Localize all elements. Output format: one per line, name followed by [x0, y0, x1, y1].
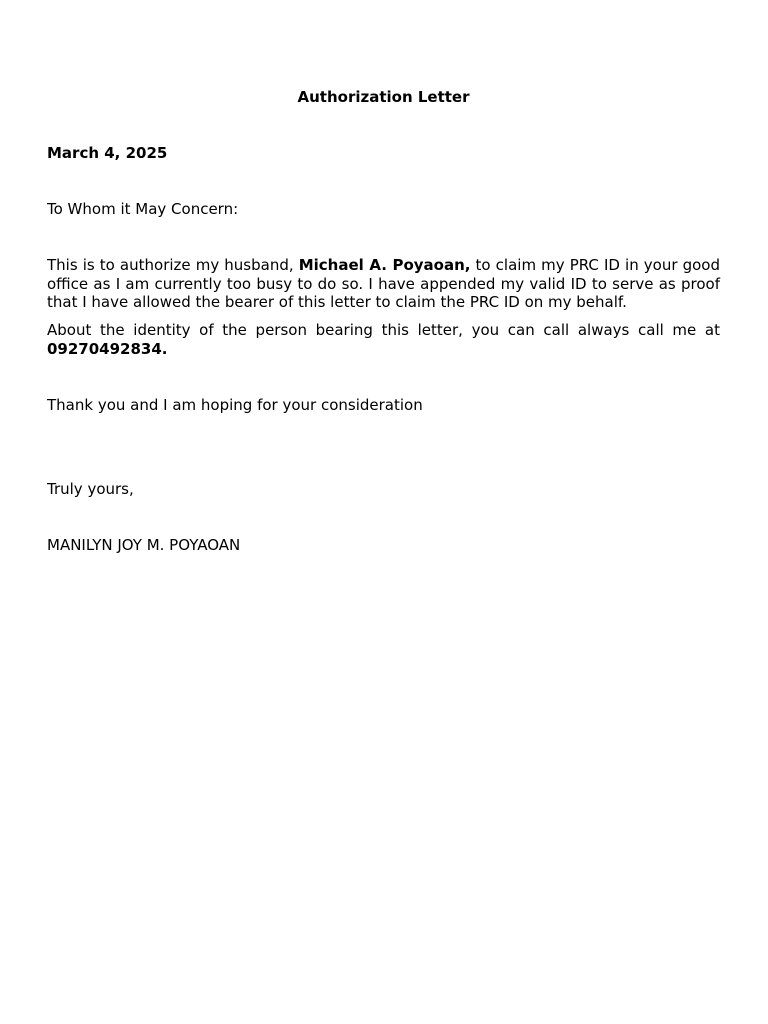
body-paragraph-authorization — [47, 256, 720, 312]
closing-line: Truly yours, — [47, 480, 134, 498]
salutation: To Whom it May Concern: — [47, 200, 239, 218]
authorized-person-name: Michael A. Poyaoan, — [298, 256, 471, 274]
letter-date: March 4, 2025 — [47, 144, 168, 162]
letter-page — [47, 0, 720, 1024]
body-paragraph-contact — [47, 321, 720, 358]
thanks-line: Thank you and I am hoping for your consideration — [47, 396, 423, 414]
signature-name: MANILYN JOY M. POYAOAN — [47, 536, 241, 554]
phone-number: 09270492834. — [47, 339, 168, 358]
letter-title: Authorization Letter — [297, 88, 470, 106]
paragraph-text: to claim my PRC ID in your good office as I am currently too busy to do so. I have appended my valid ID to serve as proof that I have allowed the bearer of this letter to claim the PRC ID on my behalf. — [47, 256, 720, 311]
paragraph-text: About the identity of the person bearing this letter, you can call always call me at — [47, 321, 720, 339]
paragraph-text: This is to authorize my husband, — [47, 256, 299, 274]
